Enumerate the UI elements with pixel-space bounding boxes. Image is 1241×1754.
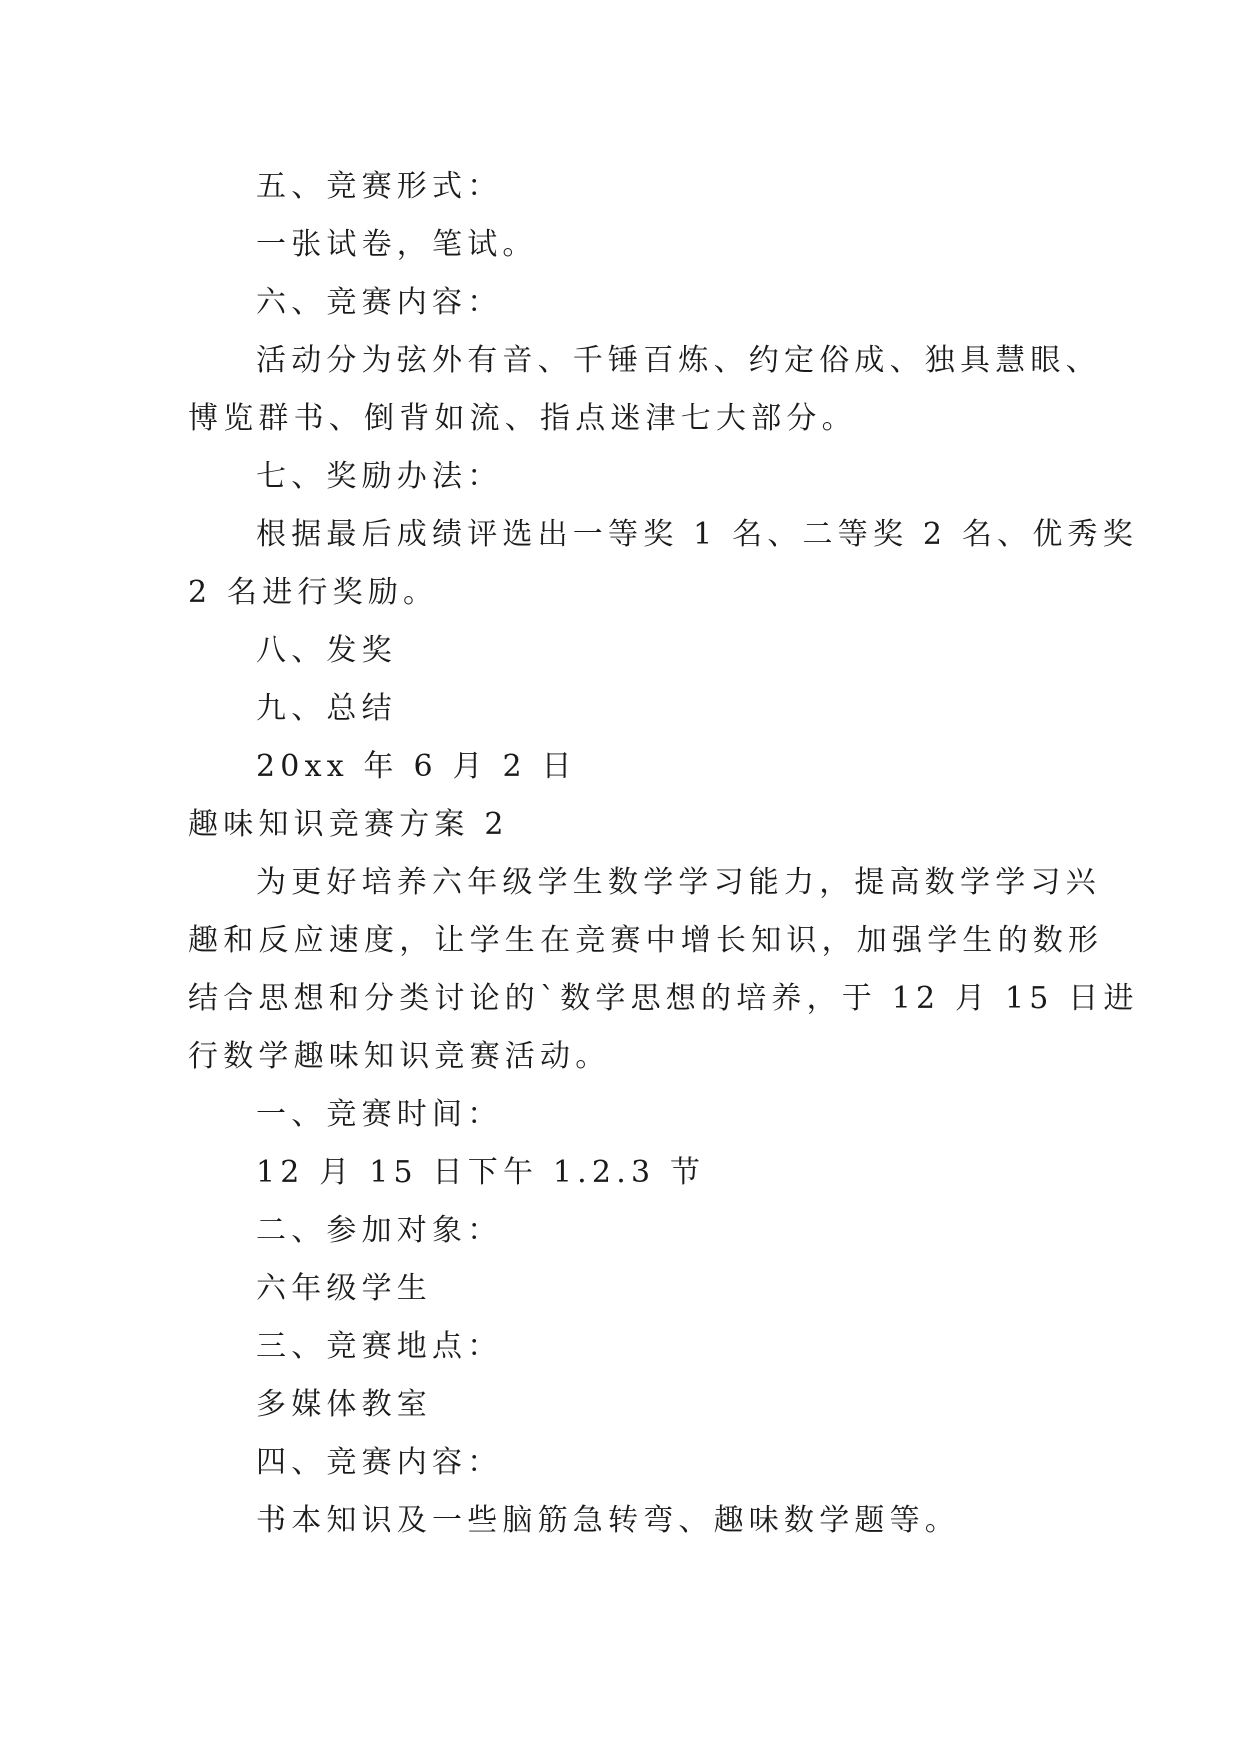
- paragraph-line: 多媒体教室: [256, 1387, 432, 1422]
- paragraph-line: 2 名进行奖励。: [188, 575, 439, 610]
- paragraph-line: 活动分为弦外有音、千锤百炼、约定俗成、独具慧眼、: [256, 343, 1101, 378]
- paragraph-line: 结合思想和分类讨论的`数学思想的培养，于 12 月 15 日进: [188, 981, 1139, 1016]
- paragraph-line: 行数学趣味知识竞赛活动。: [188, 1039, 611, 1074]
- document-title-plan-2: 趣味知识竞赛方案 2: [188, 807, 509, 842]
- document-date: 20xx 年 6 月 2 日: [256, 749, 577, 784]
- section-heading-participants: 二、参加对象：: [256, 1213, 503, 1248]
- section-heading-location: 三、竞赛地点：: [256, 1329, 503, 1364]
- paragraph-line: 12 月 15 日下午 1.2.3 节: [256, 1155, 706, 1190]
- section-heading-reward-method: 七、奖励办法：: [256, 459, 503, 494]
- paragraph-line: 为更好培养六年级学生数学学习能力，提高数学学习兴: [256, 865, 1101, 900]
- section-heading-content: 四、竞赛内容：: [256, 1445, 503, 1480]
- paragraph-line: 书本知识及一些脑筋急转弯、趣味数学题等。: [256, 1503, 960, 1538]
- paragraph-line: 一张试卷，笔试。: [256, 227, 538, 262]
- paragraph-line: 博览群书、倒背如流、指点迷津七大部分。: [188, 401, 857, 436]
- section-heading-competition-format: 五、竞赛形式：: [256, 169, 503, 204]
- section-heading-summary: 九、总结: [256, 691, 397, 726]
- document-body: [188, 158, 1139, 1550]
- paragraph-line: 根据最后成绩评选出一等奖 1 名、二等奖 2 名、优秀奖: [256, 517, 1138, 552]
- paragraph-line: 趣和反应速度，让学生在竞赛中增长知识，加强学生的数形: [188, 923, 1104, 958]
- paragraph-line: 六年级学生: [256, 1271, 432, 1306]
- section-heading-award: 八、发奖: [256, 633, 397, 668]
- section-heading-competition-time: 一、竞赛时间：: [256, 1097, 503, 1132]
- section-heading-competition-content: 六、竞赛内容：: [256, 285, 503, 320]
